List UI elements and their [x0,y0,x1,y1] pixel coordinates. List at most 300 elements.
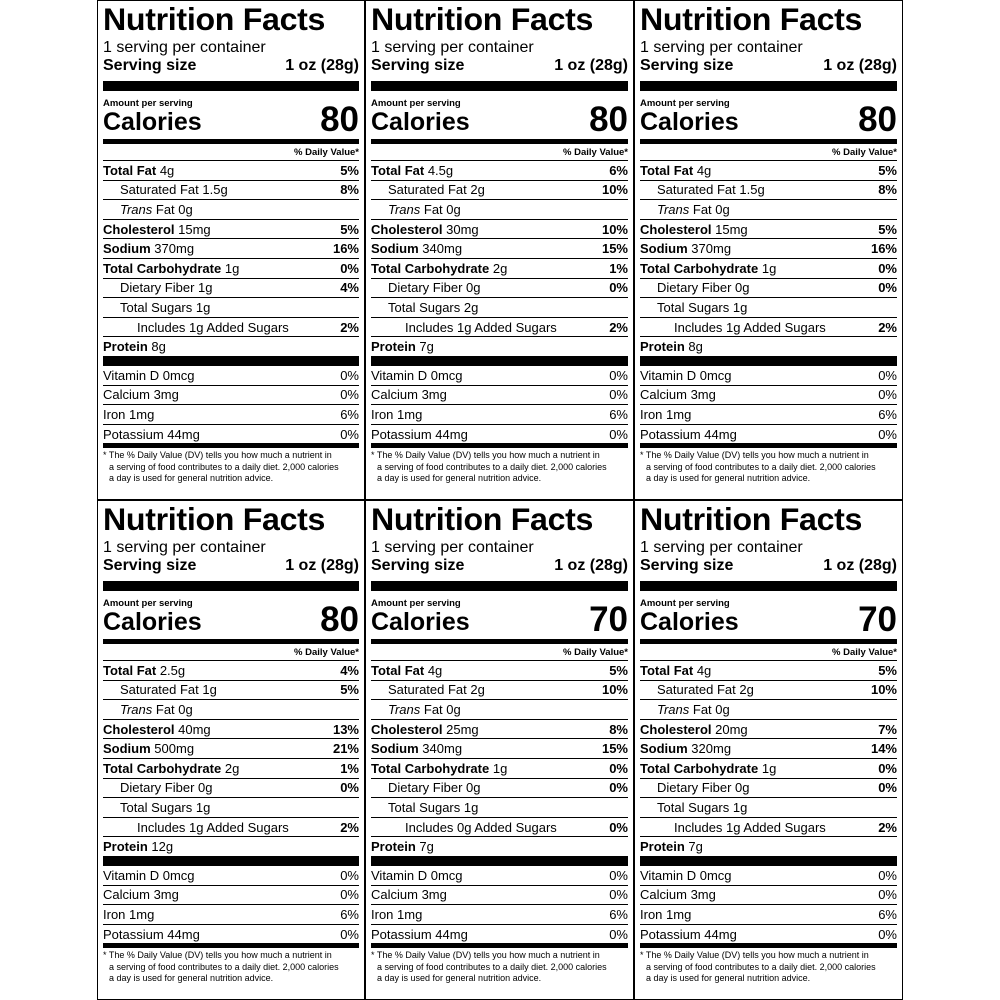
thick-divider [103,356,359,366]
total-carb-amount: 1g [492,760,508,776]
total-sugars-amount: 1g [195,299,211,315]
footnote-line-3: a day is used for general nutrition advice. [377,473,542,484]
saturated-fat-row [371,181,628,201]
label-title: Nutrition Facts [103,501,326,537]
potassium-pct: 0% [609,926,628,942]
trans-label: Trans [120,201,153,217]
servings-per-container: 1 serving per container [640,539,803,556]
trans-fat-amount: Fat 0g [420,701,461,717]
total-sugars-amount: 1g [732,299,748,315]
total-fat-row [640,661,897,681]
potassium-label: Potassium 44mg [103,926,200,942]
saturated-fat-amount: 2g [739,682,754,698]
footnote-line-2: a serving of food contributes to a daily diet. 2,000 calories [377,461,607,472]
serving-size-value: 1 oz (28g) [554,557,628,574]
footnote-line-1: * The % Daily Value (DV) tells you how much a nutrient in [103,950,332,961]
calories-value: 70 [589,600,628,639]
iron-row [103,405,359,425]
added-sugars-prefix: Includes [674,819,727,835]
dietary-fiber-pct: 0% [609,280,628,296]
saturated-fat-label: Saturated Fat [657,682,736,698]
cholesterol-amount: 15mg [715,221,748,237]
sodium-amount: 370mg [691,241,732,257]
serving-size-row [103,557,359,575]
saturated-fat-amount: 1.5g [739,182,765,198]
dietary-fiber-row [640,779,897,799]
total-carb-amount: 1g [761,760,777,776]
sodium-amount: 320mg [691,741,732,757]
thick-divider [371,856,628,866]
cholesterol-pct: 7% [878,721,897,737]
serving-size-label: Serving size [371,557,465,574]
iron-label: Iron 1mg [640,906,692,922]
trans-fat-row [371,700,628,720]
trans-fat-row [640,200,897,220]
saturated-fat-label: Saturated Fat [388,182,467,198]
saturated-fat-row [103,681,359,701]
footnote-line-1: * The % Daily Value (DV) tells you how much a nutrient in [640,450,869,461]
amount-per-serving: Amount per serving [103,598,193,609]
vitamin-d-pct: 0% [340,367,359,383]
total-sugars-amount: 1g [732,799,748,815]
total-carb-row [103,759,359,779]
daily-value-header: % Daily Value* [640,147,897,161]
dietary-fiber-label: Dietary Fiber [388,280,463,296]
total-fat-amount: 4g [427,662,443,678]
amount-per-serving: Amount per serving [371,598,461,609]
total-fat-pct: 5% [609,662,628,678]
thick-divider [103,81,359,91]
total-fat-label: Total Fat [103,662,157,678]
cholesterol-row [371,720,628,740]
footnote-line-3: a day is used for general nutrition advice. [109,973,274,984]
total-fat-amount: 2.5g [159,662,186,678]
sodium-row [103,739,359,759]
footnote-line-3: a day is used for general nutrition advice. [109,473,274,484]
added-sugars-amount: 1g [726,819,741,835]
footnote-line-1: * The % Daily Value (DV) tells you how much a nutrient in [371,450,600,461]
servings-per-container: 1 serving per container [103,539,266,556]
serving-size-row [371,57,628,75]
serving-size-label: Serving size [640,57,734,74]
saturated-fat-pct: 10% [601,182,628,198]
protein-row [640,337,897,356]
saturated-fat-amount: 1.5g [202,182,228,198]
total-fat-pct: 5% [878,662,897,678]
serving-size-row [103,57,359,75]
cholesterol-pct: 5% [878,221,897,237]
vitamin-d-pct: 0% [878,867,897,883]
daily-value-header: % Daily Value* [371,647,628,661]
sodium-pct: 16% [870,241,897,257]
thick-divider [640,581,897,591]
trans-label: Trans [120,701,153,717]
dietary-fiber-label: Dietary Fiber [388,780,463,796]
serving-size-value: 1 oz (28g) [554,57,628,74]
footnote-line-1: * The % Daily Value (DV) tells you how much a nutrient in [371,950,600,961]
thick-divider [371,581,628,591]
total-fat-pct: 5% [878,162,897,178]
daily-value-header: % Daily Value* [640,647,897,661]
sodium-amount: 340mg [422,241,463,257]
protein-label: Protein [371,339,416,355]
thick-divider [640,856,897,866]
trans-fat-amount: Fat 0g [152,201,193,217]
vitamin-d-row [371,866,628,886]
daily-value-header: % Daily Value* [371,147,628,161]
trans-fat-amount: Fat 0g [420,201,461,217]
cholesterol-pct: 10% [601,221,628,237]
added-sugars-prefix: Includes [674,319,727,335]
added-sugars-amount: 1g [457,319,472,335]
cholesterol-row [103,220,359,240]
label-title: Nutrition Facts [371,501,594,537]
iron-pct: 6% [878,406,897,422]
total-carb-row [640,259,897,279]
servings-per-container: 1 serving per container [371,39,534,56]
trans-label: Trans [388,201,421,217]
sodium-label: Sodium [103,741,151,757]
total-sugars-label: Total Sugars [657,799,730,815]
potassium-pct: 0% [340,426,359,442]
total-carb-pct: 0% [878,260,897,276]
footnote-line-2: a serving of food contributes to a daily diet. 2,000 calories [646,961,876,972]
label-title: Nutrition Facts [371,1,594,37]
footnote-line-3: a day is used for general nutrition advice. [646,473,811,484]
total-sugars-label: Total Sugars [120,299,193,315]
added-sugars-suffix: Added Sugars [740,819,826,835]
total-carb-row [371,759,628,779]
serving-size-label: Serving size [103,57,197,74]
total-fat-row [103,661,359,681]
cholesterol-pct: 8% [609,721,628,737]
vitamin-d-row [640,366,897,386]
serving-size-label: Serving size [103,557,197,574]
added-sugars-prefix: Includes [405,819,458,835]
trans-label: Trans [388,701,421,717]
vitamin-d-label: Vitamin D 0mcg [103,867,195,883]
nutrition-label-5 [365,500,634,1000]
added-sugars-row [640,818,897,838]
servings-per-container: 1 serving per container [103,39,266,56]
calcium-row [103,886,359,906]
saturated-fat-pct: 10% [870,682,897,698]
dietary-fiber-pct: 0% [878,780,897,796]
saturated-fat-row [371,681,628,701]
saturated-fat-amount: 2g [470,182,485,198]
medium-divider [103,639,359,644]
saturated-fat-pct: 10% [601,682,628,698]
label-title: Nutrition Facts [103,1,326,37]
vitamin-d-label: Vitamin D 0mcg [640,867,732,883]
iron-row [371,405,628,425]
dietary-fiber-amount: 1g [198,280,213,296]
saturated-fat-pct: 8% [878,182,897,198]
dietary-fiber-row [371,779,628,799]
total-sugars-amount: 1g [463,799,479,815]
total-fat-pct: 6% [609,162,628,178]
nutrition-label-1 [97,0,365,500]
cholesterol-amount: 25mg [446,721,479,737]
sodium-row [640,239,897,259]
iron-pct: 6% [340,406,359,422]
trans-fat-amount: Fat 0g [152,701,193,717]
iron-row [640,905,897,925]
medium-divider [371,139,628,144]
potassium-row [371,425,628,444]
total-sugars-label: Total Sugars [388,799,461,815]
calcium-row [640,886,897,906]
total-fat-label: Total Fat [371,162,425,178]
nutrition-label-2 [365,0,634,500]
footnote-line-1: * The % Daily Value (DV) tells you how much a nutrient in [103,450,332,461]
label-title: Nutrition Facts [640,1,863,37]
dietary-fiber-pct: 0% [878,280,897,296]
total-fat-amount: 4g [696,162,712,178]
vitamin-d-pct: 0% [340,867,359,883]
added-sugars-pct: 2% [340,319,359,335]
calories-value: 80 [589,100,628,139]
added-sugars-suffix: Added Sugars [740,319,826,335]
vitamin-d-row [103,366,359,386]
thick-divider [103,581,359,591]
potassium-label: Potassium 44mg [640,926,737,942]
saturated-fat-label: Saturated Fat [388,682,467,698]
thick-divider [103,856,359,866]
total-sugars-amount: 2g [463,299,479,315]
dietary-fiber-label: Dietary Fiber [657,280,732,296]
sodium-label: Sodium [371,241,419,257]
vitamin-d-label: Vitamin D 0mcg [640,367,732,383]
dietary-fiber-amount: 0g [466,280,481,296]
cholesterol-row [640,220,897,240]
dietary-fiber-label: Dietary Fiber [120,780,195,796]
added-sugars-suffix: Added Sugars [471,819,557,835]
iron-label: Iron 1mg [371,906,423,922]
amount-per-serving: Amount per serving [640,598,730,609]
total-carb-amount: 2g [224,760,240,776]
cholesterol-amount: 40mg [178,721,211,737]
potassium-row [371,925,628,944]
added-sugars-amount: 1g [189,319,204,335]
trans-label: Trans [657,201,690,217]
total-carb-row [103,259,359,279]
total-carb-pct: 0% [878,760,897,776]
medium-divider [103,139,359,144]
trans-fat-row [103,700,359,720]
cholesterol-label: Cholesterol [371,221,443,237]
added-sugars-pct: 2% [878,819,897,835]
servings-per-container: 1 serving per container [371,539,534,556]
medium-divider [640,639,897,644]
added-sugars-row [640,318,897,338]
thick-divider [371,81,628,91]
total-sugars-amount: 1g [195,799,211,815]
calcium-label: Calcium 3mg [640,887,716,903]
nutrition-labels-grid [97,0,903,1000]
serving-size-label: Serving size [640,557,734,574]
medium-divider [640,139,897,144]
protein-amount: 7g [419,839,434,855]
potassium-label: Potassium 44mg [103,426,200,442]
potassium-pct: 0% [878,926,897,942]
protein-amount: 8g [151,339,166,355]
sodium-row [371,239,628,259]
added-sugars-row [103,318,359,338]
cholesterol-amount: 20mg [715,721,748,737]
total-sugars-label: Total Sugars [120,799,193,815]
serving-size-value: 1 oz (28g) [823,57,897,74]
vitamin-d-row [640,866,897,886]
protein-label: Protein [103,339,148,355]
total-sugars-label: Total Sugars [657,299,730,315]
footnote [371,443,628,485]
dietary-fiber-amount: 0g [735,780,750,796]
dietary-fiber-pct: 0% [609,780,628,796]
calcium-pct: 0% [609,887,628,903]
total-fat-amount: 4g [159,162,175,178]
footnote-line-1: * The % Daily Value (DV) tells you how much a nutrient in [640,950,869,961]
serving-size-row [371,557,628,575]
total-carb-amount: 2g [492,260,508,276]
added-sugars-pct: 2% [609,319,628,335]
thick-divider [640,81,897,91]
added-sugars-prefix: Includes [405,319,458,335]
added-sugars-prefix: Includes [137,819,190,835]
total-carb-pct: 1% [609,260,628,276]
total-carb-row [640,759,897,779]
iron-label: Iron 1mg [640,406,692,422]
total-sugars-row [371,798,628,818]
cholesterol-label: Cholesterol [640,221,712,237]
sodium-label: Sodium [640,241,688,257]
calcium-label: Calcium 3mg [371,887,447,903]
trans-fat-row [640,700,897,720]
footnote [640,443,897,485]
total-fat-row [371,161,628,181]
calcium-row [103,386,359,406]
amount-per-serving: Amount per serving [371,98,461,109]
calories-label: Calories [640,108,739,136]
dietary-fiber-label: Dietary Fiber [120,280,195,296]
cholesterol-label: Cholesterol [640,721,712,737]
footnote-line-2: a serving of food contributes to a daily diet. 2,000 calories [109,461,339,472]
total-carb-pct: 0% [340,260,359,276]
sodium-pct: 21% [332,741,359,757]
amount-per-serving: Amount per serving [640,98,730,109]
potassium-row [640,925,897,944]
total-carb-label: Total Carbohydrate [103,760,222,776]
calcium-pct: 0% [609,387,628,403]
sodium-pct: 15% [601,741,628,757]
dietary-fiber-amount: 0g [735,280,750,296]
serving-size-value: 1 oz (28g) [823,557,897,574]
protein-row [371,837,628,856]
total-carb-amount: 1g [224,260,240,276]
footnote [103,943,359,985]
cholesterol-pct: 5% [340,221,359,237]
added-sugars-amount: 1g [726,319,741,335]
nutrition-label-6 [634,500,903,1000]
saturated-fat-row [640,181,897,201]
total-fat-row [371,661,628,681]
protein-label: Protein [103,839,148,855]
total-carb-pct: 1% [340,760,359,776]
potassium-label: Potassium 44mg [640,426,737,442]
trans-label: Trans [657,701,690,717]
protein-amount: 8g [688,339,703,355]
added-sugars-suffix: Added Sugars [471,319,557,335]
servings-per-container: 1 serving per container [640,39,803,56]
calcium-pct: 0% [878,887,897,903]
serving-size-row [640,57,897,75]
calories-label: Calories [103,108,202,136]
cholesterol-row [640,720,897,740]
added-sugars-pct: 0% [609,819,628,835]
sodium-amount: 500mg [154,741,195,757]
potassium-label: Potassium 44mg [371,926,468,942]
total-fat-label: Total Fat [640,662,694,678]
footnote-line-3: a day is used for general nutrition advice. [377,973,542,984]
dietary-fiber-amount: 0g [198,780,213,796]
calcium-label: Calcium 3mg [103,887,179,903]
total-fat-pct: 4% [340,662,359,678]
total-carb-row [371,259,628,279]
calories-label: Calories [103,608,202,636]
daily-value-header: % Daily Value* [103,647,359,661]
dietary-fiber-pct: 0% [340,780,359,796]
amount-per-serving: Amount per serving [103,98,193,109]
sodium-label: Sodium [103,241,151,257]
calories-value: 80 [320,100,359,139]
dietary-fiber-pct: 4% [340,280,359,296]
total-carb-label: Total Carbohydrate [640,260,759,276]
total-sugars-row [371,298,628,318]
total-carb-label: Total Carbohydrate [371,760,490,776]
total-sugars-label: Total Sugars [388,299,461,315]
protein-amount: 7g [419,339,434,355]
total-carb-pct: 0% [609,760,628,776]
protein-label: Protein [371,839,416,855]
dietary-fiber-label: Dietary Fiber [657,780,732,796]
sodium-pct: 15% [601,241,628,257]
cholesterol-amount: 15mg [178,221,211,237]
total-sugars-row [640,298,897,318]
label-title: Nutrition Facts [640,501,863,537]
iron-pct: 6% [340,906,359,922]
total-sugars-row [103,298,359,318]
calcium-pct: 0% [878,387,897,403]
footnote-line-2: a serving of food contributes to a daily diet. 2,000 calories [646,461,876,472]
calories-label: Calories [371,108,470,136]
iron-pct: 6% [609,406,628,422]
added-sugars-pct: 2% [878,319,897,335]
sodium-pct: 16% [332,241,359,257]
calories-label: Calories [640,608,739,636]
sodium-label: Sodium [371,741,419,757]
sodium-amount: 370mg [154,241,195,257]
sodium-row [640,739,897,759]
iron-pct: 6% [609,906,628,922]
added-sugars-suffix: Added Sugars [203,319,289,335]
potassium-row [103,925,359,944]
added-sugars-amount: 1g [189,819,204,835]
iron-row [103,905,359,925]
saturated-fat-label: Saturated Fat [120,682,199,698]
nutrition-label-3 [634,0,903,500]
cholesterol-row [103,720,359,740]
sodium-row [371,739,628,759]
